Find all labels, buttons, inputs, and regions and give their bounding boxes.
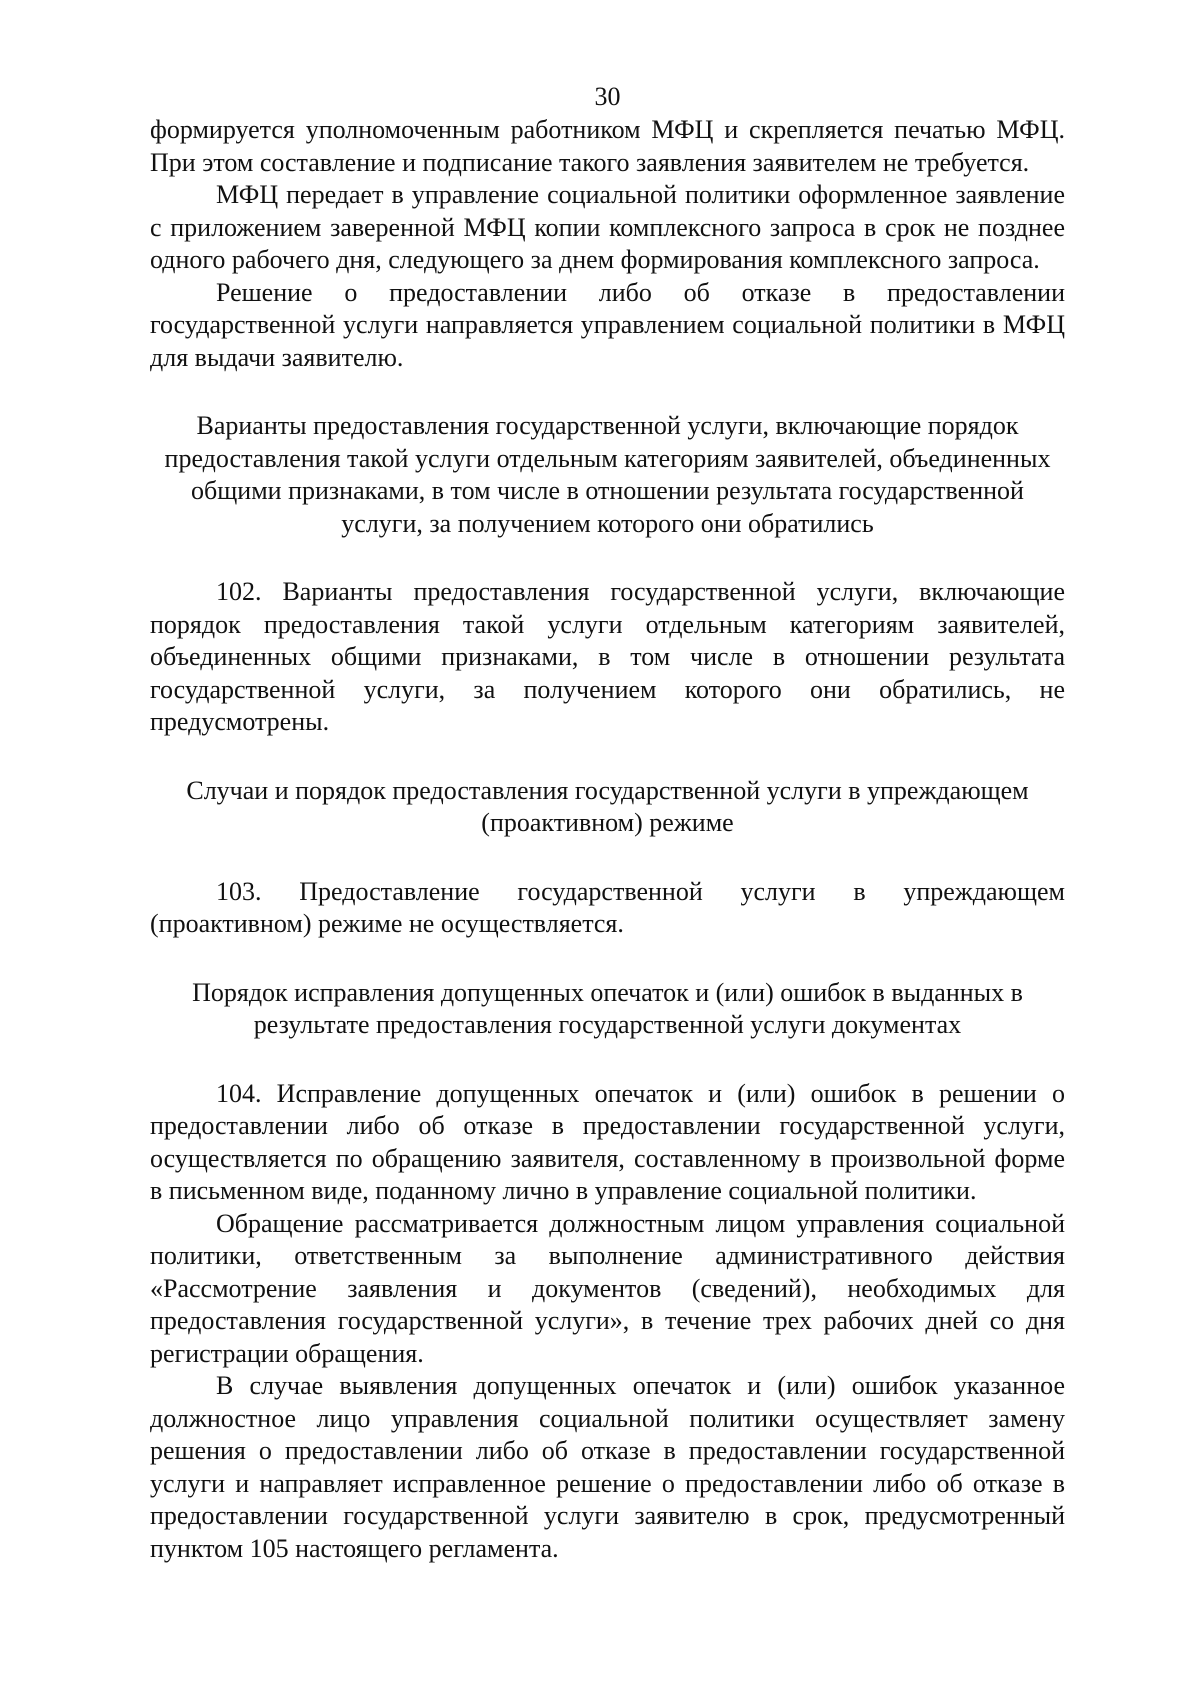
- page-number: 30: [594, 82, 621, 111]
- paragraph-104-replacement: В случае выявления допущенных опечаток и (или) ошибок указанное должностное лицо управления социальной политики осуществляет замену решения о предоставлении либо об отказе в предоставлении государственной услуги и направляет исправленное решение о предоставлении либо об отказе в предоставлении государственной услуги заявителю в срок, предусмотренный пунктом 105 настоящего регламента.: [150, 1371, 1065, 1563]
- section-heading-error-correction: Порядок исправления допущенных опечаток и (или) ошибок в выданных в результате предоставления государственной услуги документах: [192, 977, 1023, 1039]
- paragraph-102: 102. Варианты предоставления государственной услуги, включающие порядок предоставления такой услуги отдельным категориям заявителей, объединенных общими признаками, в том числе в отношении результата государственной услуги, за получением которого они обратились, не предусмотрены.: [150, 577, 1065, 736]
- section-heading-service-variants: Варианты предоставления государственной услуги, включающие порядок предоставления такой услуги отдельным категориям заявителей, объединенных общими признаками, в том числе в отношении результата государственной услуги, за получением которого они обратились: [164, 411, 1051, 538]
- section-heading-proactive-mode: Случаи и порядок предоставления государственной услуги в упреждающем (проактивном) режиме: [186, 775, 1029, 837]
- paragraph-decision-sent: Решение о предоставлении либо об отказе в предоставлении государственной услуги направляется управлением социальной политики в МФЦ для выдачи заявителю.: [150, 277, 1065, 372]
- paragraph-103: 103. Предоставление государственной услуги в упреждающем (проактивном) режиме не осуществляется.: [150, 876, 1065, 938]
- paragraph-104: 104. Исправление допущенных опечаток и (или) ошибок в решении о предоставлении либо об отказе в предоставлении государственной услуги, осуществляется по обращению заявителя, составленному в произвольной форме в письменном виде, поданному лично в управление социальной политики.: [150, 1078, 1065, 1205]
- paragraph-continuation: формируется уполномоченным работником МФЦ и скрепляется печатью МФЦ. При этом составление и подписание такого заявления заявителем не требуется.: [150, 115, 1065, 177]
- paragraph-mfc-transfer: МФЦ передает в управление социальной политики оформленное заявление с приложением заверенной МФЦ копии комплексного запроса в срок не позднее одного рабочего дня, следующего за днем формирования комплексного запроса.: [150, 180, 1065, 274]
- paragraph-104-review: Обращение рассматривается должностным лицом управления социальной политики, ответственным за выполнение административного действия «Рассмотрение заявления и документов (сведений), необходимых для предоставления государственной услуги», в течение трех рабочих дней со дня регистрации обращения.: [150, 1208, 1065, 1368]
